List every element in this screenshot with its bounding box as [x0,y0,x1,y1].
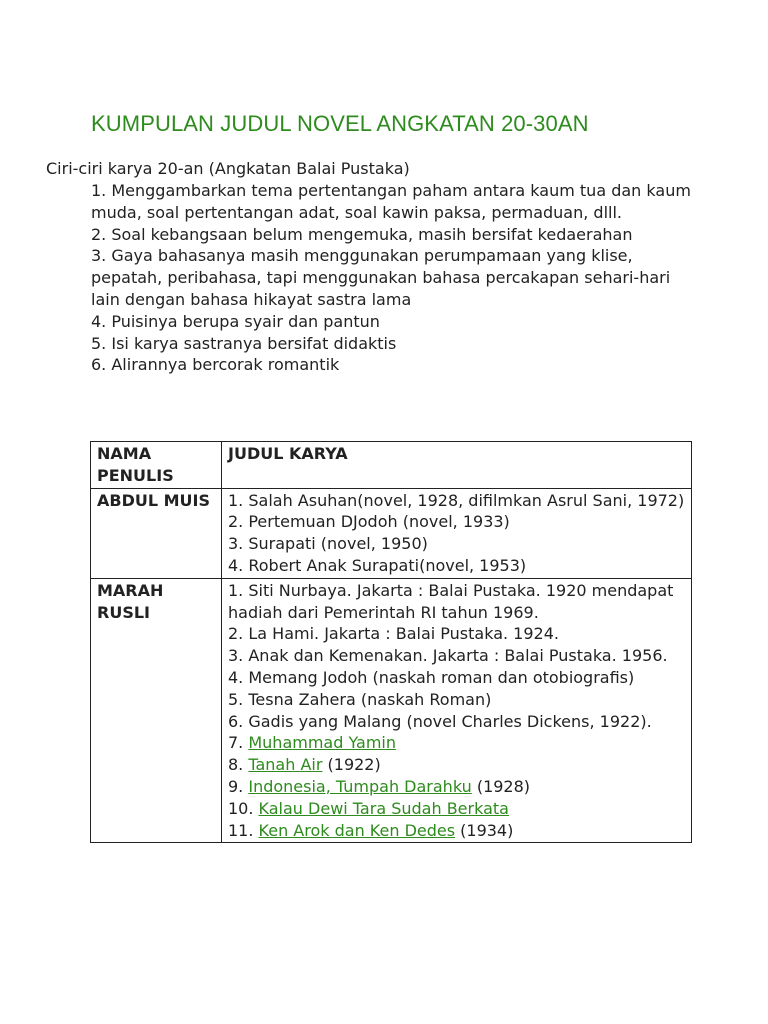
work-number: 10. [228,798,259,818]
work-item: 2. La Hami. Jakarta : Balai Pustaka. 1924. [228,624,559,644]
work-year: (1922) [322,755,381,775]
work-link-indonesia-tumpah-darahku[interactable]: Indonesia, Tumpah Darahku [248,776,472,796]
work-item: 5. Tesna Zahera (naskah Roman) [228,689,492,709]
work-number: 7. [228,733,249,753]
work-item: 4. Memang Jodoh (naskah roman dan otobiografis) [228,667,635,687]
author-cell: MARAH RUSLI [91,578,222,843]
work-item [228,732,685,754]
criteria-item: 6. Alirannya bercorak romantik [91,355,340,375]
work-item: 4. Robert Anak Surapati(novel, 1953) [228,555,527,575]
header-works: JUDUL KARYA [222,442,692,489]
intro-text: Ciri-ciri karya 20-an (Angkatan Balai Pustaka) [46,159,410,178]
work-item: 3. Anak dan Kemenakan. Jakarta : Balai Pustaka. 1956. [228,646,668,666]
work-year: (1928) [471,776,531,796]
work-item [228,754,685,776]
work-link-kalau-dewi-tara[interactable]: Kalau Dewi Tara Sudah Berkata [258,798,509,818]
work-link-tanah-air[interactable]: Tanah Air [248,755,323,775]
work-item: 1. Salah Asuhan(novel, 1928, difilmkan Asrul Sani, 1972) [228,490,685,510]
work-number: 8. [228,755,249,775]
criteria-item: 5. Isi karya sastranya bersifat didaktis [91,333,397,353]
work-item [228,820,685,842]
work-item: 2. Pertemuan DJodoh (novel, 1933) [228,512,510,532]
author-cell: ABDUL MUIS [91,488,222,578]
work-number: 9. [228,776,249,796]
table-header-row [91,442,692,489]
work-link-ken-arok[interactable]: Ken Arok dan Ken Dedes [258,820,456,840]
table-row [91,578,692,843]
table-row [91,488,692,578]
criteria-item: 4. Puisinya berupa syair dan pantun [91,311,380,331]
work-number: 11. [228,820,259,840]
criteria-item: 3. Gaya bahasanya masih menggunakan perumpamaan yang klise, pepatah, peribahasa, tapi menggunakan bahasa percakapan sehari-hari lain dengan bahasa hikayat sastra lama [91,246,671,309]
works-cell [222,578,692,843]
criteria-item: 2. Soal kebangsaan belum mengemuka, masih bersifat kedaerahan [91,224,633,244]
works-cell [222,488,692,578]
work-item: 1. Siti Nurbaya. Jakarta : Balai Pustaka. 1920 mendapat hadiah dari Pemerintah RI tahun 1969. [228,580,674,622]
work-item: 3. Surapati (novel, 1950) [228,534,428,554]
work-year: (1934) [455,820,514,840]
header-author: NAMA PENULIS [91,442,222,489]
work-item [228,798,685,820]
criteria-item: 1. Menggambarkan tema pertentangan paham antara kaum tua dan kaum muda, soal pertentangan adat, soal kawin paksa, permaduan, dlll. [91,181,691,222]
work-link-muhammad-yamin[interactable]: Muhammad Yamin [248,733,397,753]
work-item [228,776,685,798]
criteria-list [91,180,691,376]
novels-table [90,441,692,843]
work-item: 6. Gadis yang Malang (novel Charles Dickens, 1922). [228,711,652,731]
document-title: KUMPULAN JUDUL NOVEL ANGKATAN 20-30AN [91,111,589,136]
